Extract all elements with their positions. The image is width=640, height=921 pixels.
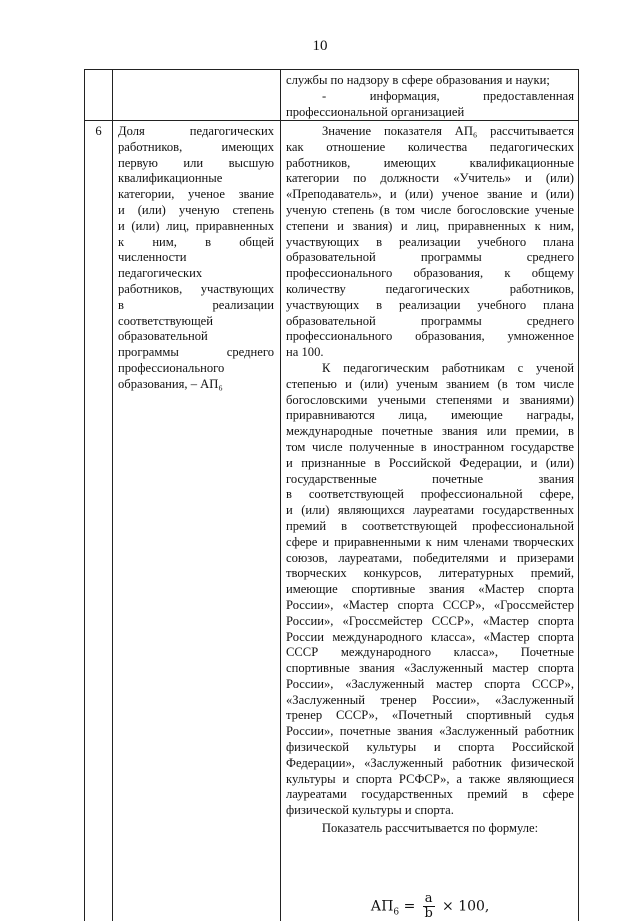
text-line: ученую степень (в том числе богословские ученые bbox=[286, 202, 574, 217]
text-line: «Заслуженный тренер России», «Заслуженный bbox=[286, 692, 574, 707]
text-line: «Преподаватель», и (или) ученое звание и (или) bbox=[286, 187, 574, 202]
formula-rhs: × 100, bbox=[442, 898, 490, 915]
text-line: на 100. bbox=[286, 345, 324, 360]
text-line: Показатель рассчитывается по формуле: bbox=[321, 821, 539, 836]
text-line: категории по должности «Учитель» и (или) bbox=[286, 171, 574, 186]
text-line: - информация, предоставленная bbox=[322, 88, 574, 103]
text-line: работников, имеющих квалификационные bbox=[286, 155, 574, 170]
page-number: 10 bbox=[312, 38, 328, 54]
text-line: категории, ученое звание bbox=[118, 187, 274, 202]
text-line: педагогических bbox=[118, 266, 203, 281]
text-line: физической культуры и спорта. bbox=[286, 803, 454, 818]
text-line: Значение показателя АП₆ рассчитывается bbox=[322, 124, 574, 138]
indicators-table bbox=[84, 69, 579, 921]
text-line: соответствующей bbox=[118, 313, 213, 328]
text-line: программы среднего bbox=[118, 345, 274, 360]
text-line: образовательной программы среднего bbox=[286, 250, 574, 265]
text-line: и (или) являющихся лауреатами государственных bbox=[286, 503, 574, 518]
text-line: образовательной программы среднего bbox=[286, 313, 574, 328]
text-line: имеющие спортивные звания «Мастер спорта bbox=[286, 582, 574, 597]
text-line: численности bbox=[118, 250, 187, 265]
text-line: России», почетные звания «Заслуженный работник bbox=[286, 724, 574, 739]
text-line: работников, участвующих bbox=[118, 281, 274, 296]
formula bbox=[286, 892, 574, 921]
text-line: и (или) ученую степень bbox=[118, 202, 274, 217]
text-line: и признанные в Российской Федерации, и (или) bbox=[286, 455, 574, 470]
text-line: профессиональной организацией bbox=[286, 104, 465, 119]
text-line: квалификационные bbox=[118, 171, 223, 186]
text-line: в реализации bbox=[118, 297, 274, 312]
column-divider bbox=[280, 70, 281, 921]
text-line: и (или) лиц, приравненных bbox=[118, 218, 274, 233]
text-line: службы по надзору в сфере образования и науки; bbox=[286, 73, 550, 87]
text-line: К педагогическим работникам с ученой bbox=[322, 360, 574, 375]
text-line: международные почетные звания или премии, в bbox=[286, 424, 574, 439]
formula-lhs: АП bbox=[370, 898, 394, 915]
text-line: к ним, в общей bbox=[118, 234, 274, 249]
row-number: 6 bbox=[95, 124, 102, 138]
text-line: участвующих в реализации учебного плана bbox=[286, 297, 574, 312]
text-line: приравниваются лица, имеющие награды, bbox=[286, 408, 574, 423]
indicator-description bbox=[286, 124, 574, 837]
text-line: образования, – АП₆ bbox=[118, 376, 223, 391]
text-line: России», «Мастер спорта СССР», «Гроссмейстер bbox=[286, 597, 574, 612]
text-line: профессионального bbox=[118, 360, 225, 375]
text-line: спортивные звания «Заслуженный мастер спорта bbox=[286, 661, 574, 676]
formula-fraction bbox=[423, 892, 435, 921]
text-line: участвующих в реализации учебного плана bbox=[286, 234, 574, 249]
formula-denominator: b bbox=[424, 906, 433, 921]
text-line: профессионального образования, к общему bbox=[286, 266, 574, 281]
previous-row-description bbox=[286, 73, 574, 120]
text-line: творческих конкурсов, литературных премий, bbox=[286, 566, 574, 581]
formula-equals: = bbox=[403, 898, 416, 915]
text-line: степенью и (или) ученым званием (в том числе bbox=[286, 376, 574, 391]
text-line: союзов, лауреатами, победителями и призерами bbox=[286, 550, 574, 565]
text-line: как отношение количества педагогических bbox=[286, 139, 574, 154]
text-line: премий в соответствующей профессиональной bbox=[286, 518, 574, 533]
text-line: государственные почетные звания bbox=[286, 471, 574, 486]
text-line: СССР международного класса», Почетные bbox=[286, 645, 574, 660]
text-line: в соответствующей профессиональной сфере, bbox=[286, 487, 574, 502]
text-line: России международного класса», «Мастер спорта bbox=[286, 629, 574, 644]
text-line: Доля педагогических bbox=[118, 124, 274, 138]
text-line: первую или высшую bbox=[118, 155, 274, 170]
text-line: физической культуры и спорта Российской bbox=[286, 740, 574, 755]
text-line: том числе полученные в иностранном государстве bbox=[286, 439, 574, 454]
text-line: лауреатами государственных премий в сфере bbox=[286, 787, 574, 802]
formula-numerator: a bbox=[424, 891, 433, 906]
text-line: сфере и приравненными к ним членами творческих bbox=[286, 534, 574, 549]
text-line: России», «Заслуженный мастер спорта СССР», bbox=[286, 676, 574, 691]
text-line: образовательной bbox=[118, 329, 208, 344]
text-line: степени и звания) и лиц, приравненных к ним, bbox=[286, 218, 574, 233]
formula-lhs-subscript: 6 bbox=[393, 907, 400, 918]
text-line: профессионального образования, умноженное bbox=[286, 329, 574, 344]
column-divider bbox=[112, 70, 113, 921]
text-line: богословскими учеными степенями и званиями) bbox=[286, 392, 574, 407]
indicator-name bbox=[118, 124, 274, 393]
text-line: тренер СССР», «Почетный спортивный судья bbox=[286, 708, 574, 723]
text-line: работников, имеющих bbox=[118, 139, 274, 154]
text-line: количеству педагогических работников, bbox=[286, 281, 574, 296]
text-line: России», «Гроссмейстер СССР», «Мастер спорта bbox=[286, 613, 574, 628]
text-line: культуры и спорта РСФСР», а также являющиеся bbox=[286, 771, 574, 786]
text-line: Федерации», «Заслуженный работник физической bbox=[286, 755, 574, 770]
